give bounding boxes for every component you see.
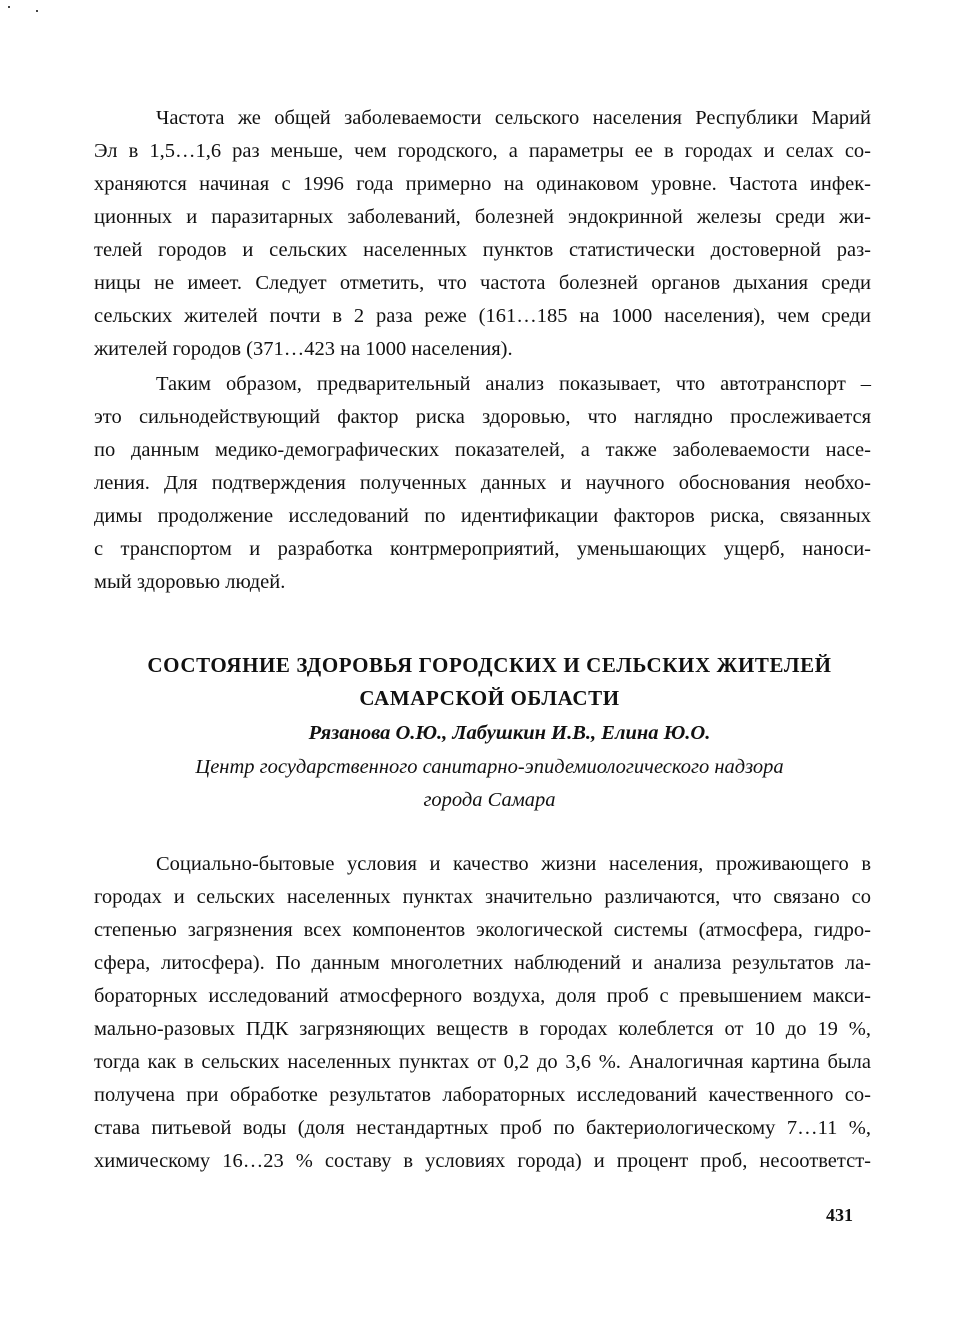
affiliation-line-2: города Самара bbox=[423, 789, 556, 811]
paragraph-line: получена при обработке результатов лабораторных исследований качественного со- bbox=[94, 1084, 871, 1106]
paragraph-line: сельских жителей почти в 2 раза реже (161…185 на 1000 населения), чем среди bbox=[94, 305, 871, 327]
paragraph-line: ницы не имеет. Следует отметить, что частота болезней органов дыхания среди bbox=[94, 272, 871, 294]
scan-speck bbox=[8, 6, 10, 8]
paragraph-line: ления. Для подтверждения полученных данных и научного обоснования необхо- bbox=[94, 472, 871, 494]
paragraph-line: химическому 16…23 % составу в условиях города) и процент проб, несоответст- bbox=[94, 1150, 871, 1172]
paragraph-3 bbox=[94, 848, 871, 1178]
paragraph-line: Частота же общей заболеваемости сельского населения Республики Марий bbox=[156, 107, 871, 129]
paragraph-line: Таким образом, предварительный анализ показывает, что автотранспорт – bbox=[156, 373, 871, 395]
page-number: 431 bbox=[826, 1205, 853, 1225]
paragraph-2 bbox=[94, 368, 871, 599]
paragraph-line: сфера, литосфера). По данным многолетних наблюдений и анализа результатов ла- bbox=[94, 952, 871, 974]
paragraph-line: ционных и паразитарных заболеваний, болезней эндокринной железы среди жи- bbox=[94, 206, 871, 228]
scan-speck bbox=[36, 10, 38, 12]
paragraph-line: мально-разовых ПДК загрязняющих веществ в городах колеблется от 10 до 19 %, bbox=[94, 1018, 871, 1040]
paragraph-line: мый здоровью людей. bbox=[94, 571, 286, 593]
paragraph-line: тогда как в сельских населенных пунктах от 0,2 до 3,6 %. Аналогичная картина была bbox=[94, 1051, 871, 1073]
article-title-line-2: САМАРСКОЙ ОБЛАСТИ bbox=[359, 686, 620, 710]
paragraph-line: степенью загрязнения всех компонентов экологической системы (атмосфера, гидро- bbox=[94, 919, 871, 941]
affiliation-line-1: Центр государственного санитарно-эпидемиологического надзора bbox=[195, 756, 784, 778]
paragraph-line: бораторных исследований атмосферного воздуха, доля проб с превышением макси- bbox=[94, 985, 871, 1007]
paragraph-1 bbox=[94, 102, 871, 366]
paragraph-line: с транспортом и разработка контрмероприятий, уменьшающих ущерб, наноси- bbox=[94, 538, 871, 560]
paragraph-line: Социально-бытовые условия и качество жизни населения, проживающего в bbox=[156, 853, 871, 875]
article-title-line-1: СОСТОЯНИЕ ЗДОРОВЬЯ ГОРОДСКИХ И СЕЛЬСКИХ ЖИТЕЛЕЙ bbox=[147, 653, 832, 677]
paragraph-line: это сильнодействующий фактор риска здоровью, что наглядно прослеживается bbox=[94, 406, 871, 428]
paragraph-line: по данным медико-демографических показателей, а также заболеваемости насе- bbox=[94, 439, 871, 461]
paragraph-line: Эл в 1,5…1,6 раз меньше, чем городского, а параметры ее в городах и селах со- bbox=[94, 140, 871, 162]
paragraph-line: димы продолжение исследований по идентификации факторов риска, связанных bbox=[94, 505, 871, 527]
article-authors: Рязанова О.Ю., Лабушкин И.В., Елина Ю.О. bbox=[308, 722, 711, 744]
paragraph-line: става питьевой воды (доля нестандартных проб по бактериологическому 7…11 %, bbox=[94, 1117, 871, 1139]
paragraph-line: жителей городов (371…423 на 1000 населения). bbox=[94, 338, 513, 360]
paragraph-line: городах и сельских населенных пунктах значительно различаются, что связано со bbox=[94, 886, 871, 908]
paragraph-line: храняются начиная с 1996 года примерно на одинаковом уровне. Частота инфек- bbox=[94, 173, 871, 195]
paragraph-line: телей городов и сельских населенных пунктов статистически достоверной раз- bbox=[94, 239, 871, 261]
